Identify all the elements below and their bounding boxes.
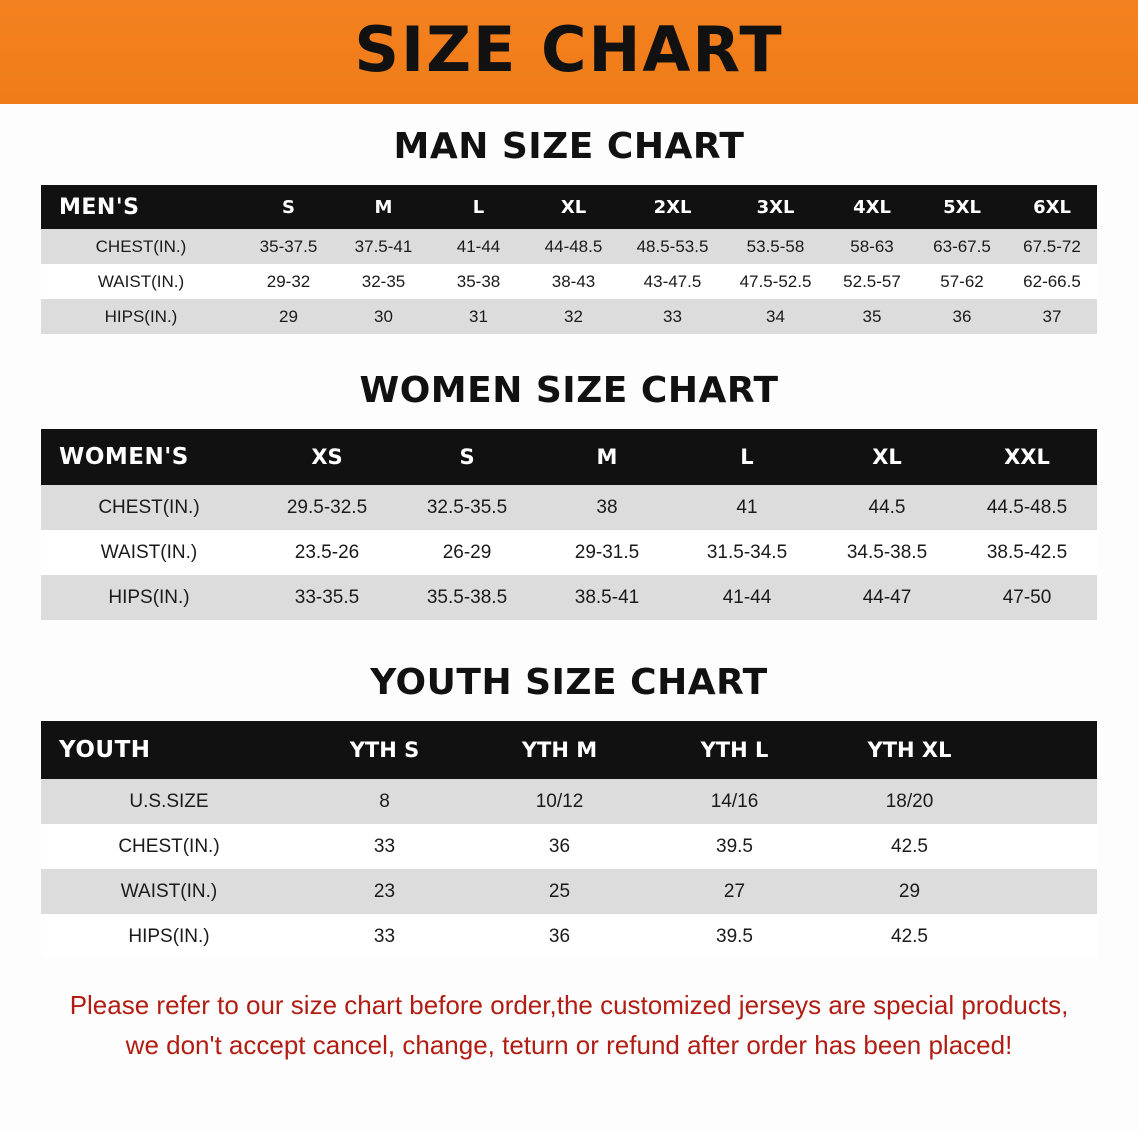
youth-header-cell-2: YTH M <box>472 721 647 779</box>
men-header-cell-8: 5XL <box>917 185 1007 229</box>
women-row-label-2: HIPS(IN.) <box>41 575 257 620</box>
youth-cell-1-spacer <box>997 824 1097 869</box>
men-header-cell-2: M <box>336 185 431 229</box>
men-cell-2-3: 32 <box>526 299 621 334</box>
men-cell-0-8: 67.5-72 <box>1007 229 1097 264</box>
youth-row-label-3: HIPS(IN.) <box>41 914 297 959</box>
youth-cell-3-0: 33 <box>297 914 472 959</box>
women-cell-2-0: 33-35.5 <box>257 575 397 620</box>
men-table-wrap <box>0 167 1138 334</box>
women-cell-1-1: 26-29 <box>397 530 537 575</box>
women-table-wrap <box>0 411 1138 620</box>
men-header-cell-6: 3XL <box>724 185 827 229</box>
youth-cell-1-3: 42.5 <box>822 824 997 869</box>
men-cell-2-6: 35 <box>827 299 917 334</box>
women-row-label-0: CHEST(IN.) <box>41 485 257 530</box>
youth-cell-0-2: 14/16 <box>647 779 822 824</box>
women-cell-0-0: 29.5-32.5 <box>257 485 397 530</box>
table-row <box>41 264 1097 299</box>
men-cell-0-1: 37.5-41 <box>336 229 431 264</box>
banner <box>0 0 1138 104</box>
youth-row-label-2: WAIST(IN.) <box>41 869 297 914</box>
men-row-label-2: HIPS(IN.) <box>41 299 241 334</box>
youth-header-cell-0: YOUTH <box>41 721 297 779</box>
women-header-row <box>41 429 1097 485</box>
men-cell-2-2: 31 <box>431 299 526 334</box>
men-cell-1-2: 35-38 <box>431 264 526 299</box>
women-header-cell-2: S <box>397 429 537 485</box>
women-cell-1-2: 29-31.5 <box>537 530 677 575</box>
men-cell-1-1: 32-35 <box>336 264 431 299</box>
youth-cell-0-0: 8 <box>297 779 472 824</box>
men-header-cell-0: MEN'S <box>41 185 241 229</box>
men-cell-2-0: 29 <box>241 299 336 334</box>
men-size-table <box>41 185 1097 334</box>
men-cell-2-1: 30 <box>336 299 431 334</box>
table-row <box>41 869 1097 914</box>
youth-header-spacer <box>997 721 1097 779</box>
table-row <box>41 485 1097 530</box>
youth-cell-2-3: 29 <box>822 869 997 914</box>
youth-header-cell-4: YTH XL <box>822 721 997 779</box>
youth-section-title: YOUTH SIZE CHART <box>370 662 768 703</box>
women-cell-1-3: 31.5-34.5 <box>677 530 817 575</box>
men-cell-0-3: 44-48.5 <box>526 229 621 264</box>
men-header-cell-1: S <box>241 185 336 229</box>
youth-cell-2-2: 27 <box>647 869 822 914</box>
youth-cell-3-3: 42.5 <box>822 914 997 959</box>
disclaimer-note <box>34 985 1104 1066</box>
youth-row-label-1: CHEST(IN.) <box>41 824 297 869</box>
table-row <box>41 229 1097 264</box>
men-cell-0-0: 35-37.5 <box>241 229 336 264</box>
men-cell-1-7: 57-62 <box>917 264 1007 299</box>
men-cell-1-6: 52.5-57 <box>827 264 917 299</box>
women-row-label-1: WAIST(IN.) <box>41 530 257 575</box>
men-section-title: MAN SIZE CHART <box>393 126 745 167</box>
men-header-cell-7: 4XL <box>827 185 917 229</box>
women-cell-2-4: 44-47 <box>817 575 957 620</box>
youth-size-table <box>41 721 1097 959</box>
men-cell-2-4: 33 <box>621 299 724 334</box>
women-cell-2-1: 35.5-38.5 <box>397 575 537 620</box>
men-cell-0-2: 41-44 <box>431 229 526 264</box>
women-cell-2-5: 47-50 <box>957 575 1097 620</box>
youth-header-cell-3: YTH L <box>647 721 822 779</box>
table-row <box>41 824 1097 869</box>
women-cell-0-1: 32.5-35.5 <box>397 485 537 530</box>
women-header-cell-6: XXL <box>957 429 1097 485</box>
youth-header-cell-1: YTH S <box>297 721 472 779</box>
youth-cell-0-1: 10/12 <box>472 779 647 824</box>
men-cell-2-5: 34 <box>724 299 827 334</box>
men-cell-1-3: 38-43 <box>526 264 621 299</box>
youth-table-wrap <box>0 703 1138 959</box>
men-cell-0-4: 48.5-53.5 <box>621 229 724 264</box>
women-section-title: WOMEN SIZE CHART <box>359 370 779 411</box>
women-header-cell-3: M <box>537 429 677 485</box>
men-row-label-0: CHEST(IN.) <box>41 229 241 264</box>
table-row <box>41 575 1097 620</box>
women-cell-0-4: 44.5 <box>817 485 957 530</box>
men-header-cell-3: L <box>431 185 526 229</box>
women-header-cell-1: XS <box>257 429 397 485</box>
men-row-label-1: WAIST(IN.) <box>41 264 241 299</box>
women-cell-0-2: 38 <box>537 485 677 530</box>
women-cell-2-3: 41-44 <box>677 575 817 620</box>
men-cell-1-4: 43-47.5 <box>621 264 724 299</box>
men-cell-0-6: 58-63 <box>827 229 917 264</box>
women-header-cell-4: L <box>677 429 817 485</box>
disclaimer-line-1: Please refer to our size chart before order,the customized jerseys are special products, <box>69 990 1069 1020</box>
youth-header-row <box>41 721 1097 779</box>
men-cell-0-5: 53.5-58 <box>724 229 827 264</box>
youth-row-label-0: U.S.SIZE <box>41 779 297 824</box>
table-row <box>41 914 1097 959</box>
men-cell-2-8: 37 <box>1007 299 1097 334</box>
youth-cell-0-spacer <box>997 779 1097 824</box>
women-header-cell-0: WOMEN'S <box>41 429 257 485</box>
men-header-cell-5: 2XL <box>621 185 724 229</box>
women-cell-1-4: 34.5-38.5 <box>817 530 957 575</box>
men-header-row <box>41 185 1097 229</box>
disclaimer-line-2: we don't accept cancel, change, teturn or refund after order has been placed! <box>125 1030 1013 1061</box>
youth-cell-1-2: 39.5 <box>647 824 822 869</box>
women-cell-1-0: 23.5-26 <box>257 530 397 575</box>
women-cell-0-3: 41 <box>677 485 817 530</box>
youth-cell-1-1: 36 <box>472 824 647 869</box>
women-cell-0-5: 44.5-48.5 <box>957 485 1097 530</box>
table-row <box>41 299 1097 334</box>
men-cell-1-5: 47.5-52.5 <box>724 264 827 299</box>
youth-cell-1-0: 33 <box>297 824 472 869</box>
men-header-cell-4: XL <box>526 185 621 229</box>
youth-cell-2-spacer <box>997 869 1097 914</box>
men-cell-1-0: 29-32 <box>241 264 336 299</box>
men-cell-0-7: 63-67.5 <box>917 229 1007 264</box>
youth-cell-3-2: 39.5 <box>647 914 822 959</box>
youth-cell-0-3: 18/20 <box>822 779 997 824</box>
women-size-table <box>41 429 1097 620</box>
men-cell-2-7: 36 <box>917 299 1007 334</box>
youth-cell-3-spacer <box>997 914 1097 959</box>
youth-cell-2-1: 25 <box>472 869 647 914</box>
men-cell-1-8: 62-66.5 <box>1007 264 1097 299</box>
women-cell-2-2: 38.5-41 <box>537 575 677 620</box>
women-cell-1-5: 38.5-42.5 <box>957 530 1097 575</box>
youth-cell-3-1: 36 <box>472 914 647 959</box>
table-row <box>41 530 1097 575</box>
banner-title: SIZE CHART <box>354 13 784 86</box>
men-header-cell-9: 6XL <box>1007 185 1097 229</box>
table-row <box>41 779 1097 824</box>
youth-cell-2-0: 23 <box>297 869 472 914</box>
women-header-cell-5: XL <box>817 429 957 485</box>
